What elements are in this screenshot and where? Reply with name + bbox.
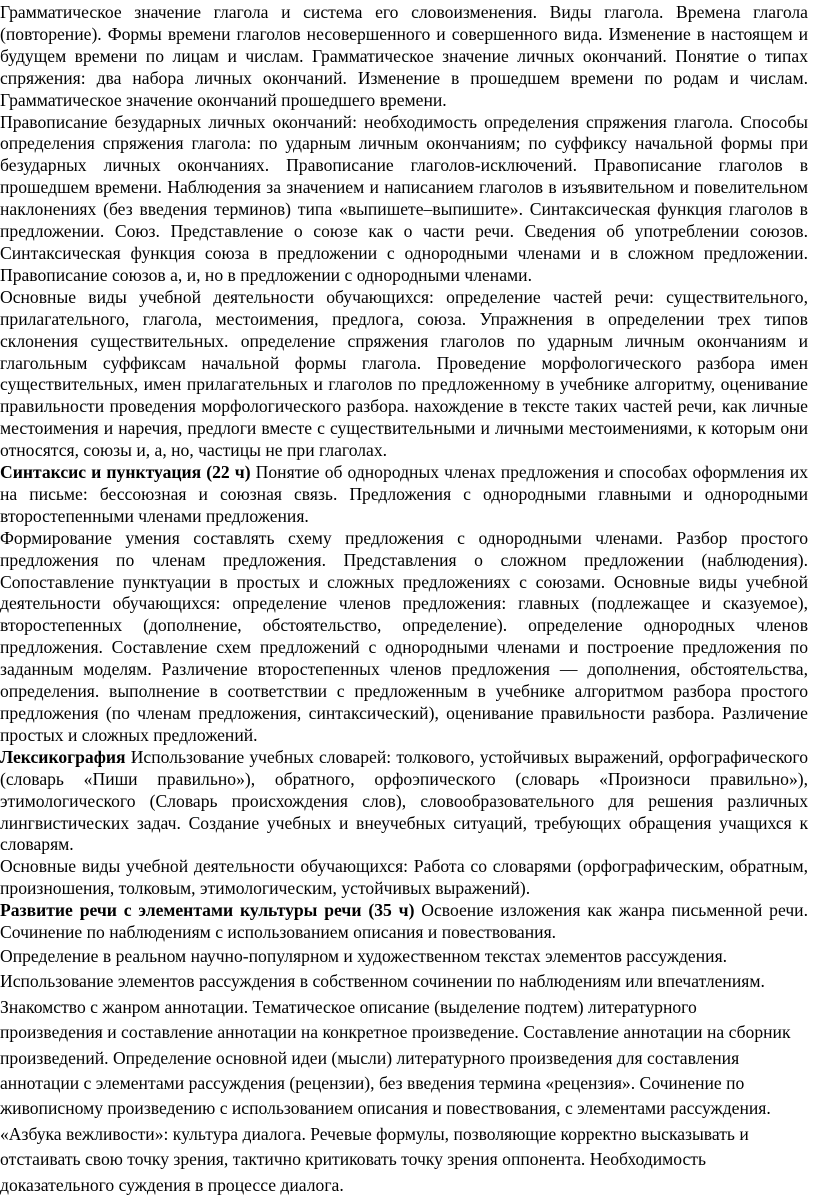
section-heading-syntax: Синтаксис и пунктуация (22 ч) [0, 462, 251, 483]
section-body-speech-development: Освоение изложения как жанра письменной речи. Сочинение по наблюдениям с использованием описания и повествования. [0, 900, 808, 943]
paragraph-verb-grammar: Грамматическое значение глагола и система его словоизменения. Виды глагола. Времена глагола (повторение). Формы времени глаголов несовершенного и совершенного вида. Изменение в настоящем и будущем времени по лицам и числам. Грамматическое значение личных окончаний. Понятие о типах спряжения: два набора личных окончаний. Изменение в прошедшем времени по родам и числам. Грамматическое значение окончаний прошедшего времени. [0, 2, 808, 110]
section-body-syntax: Понятие об однородных членах предложения и способах оформления их на письме: бессоюзная и союзная связь. Предложения с однородными главными и однородными второстепенными членами предложения. [0, 462, 808, 526]
document-page [0, 2, 808, 1198]
section-heading-lexicography: Лексикография [0, 746, 126, 767]
paragraph-syntax-skills: Формирование умения составлять схему предложения с однородными членами. Разбор простого предложения по членам предложения. Представления о сложном предложении (наблюдения). Сопоставление пунктуации в простых и сложных предложениях с союзами. Основные виды учебной деятельности обучающихся: определение членов предложения: главных (подлежащее и сказуемое), второстепенных (дополнение, обстоятельство, определение). определение однородных членов предложения. Составление схем предложений с однородными членами и построение предложения по заданным моделям. Различение второстепенных членов предложения — дополнения, обстоятельства, определения. выполнение в соответствии с предложенным в учебнике алгоритмом разбора простого предложения (по членам предложения, синтаксический), оценивание правильности разбора. Различение простых и сложных предложений. [0, 527, 808, 745]
paragraph-reasoning-annotation: Определение в реальном научно-популярном и художественном текстах элементов рассуждения. Использование элементов рассуждения в собственном сочинении по наблюдениям или впечатлениям. Знакомство с жанром аннотации. Тематическое описание (выделение подтем) литературного произведения и составление аннотации на конкретное произведение. Составление аннотации на сборник произведений. Определение основной идеи (мысли) литературного произведения для составления аннотации с элементами рассуждения (рецензии), без введения термина «рецензия». Сочинение по живописному произведению с использованием описания и повествования, с элементами рассуждения. «Азбука вежливости»: культура диалога. Речевые формулы, позволяющие корректно высказывать и отстаивать свою точку зрения, тактично критиковать точку зрения оппонента. Необходимость доказательного суждения в процессе диалога. [0, 945, 791, 1195]
section-lexicography [0, 747, 808, 857]
section-body-lexicography: Использование учебных словарей: толкового, устойчивых выражений, орфографического (словарь «Пиши правильно»), обратного, орфоэпического (словарь «Произноси правильно»), этимологического (Словарь происхождения слов), словообразовательного для решения различных лингвистических задач. Создание учебных и внеучебных ситуаций, требующих обращения учащихся к словарям. [0, 746, 808, 855]
section-heading-speech-development: Развитие речи с элементами культуры речи (35 ч) [0, 900, 415, 921]
paragraph-learning-activities-dictionaries: Основные виды учебной деятельности обучающихся: Работа со словарями (орфографическим, обратным, произношения, толковым, этимологическим, устойчивых выражений). [0, 856, 808, 899]
paragraph-verb-spelling: Правописание безударных личных окончаний: необходимость определения спряжения глагола. Способы определения спряжения глагола: по ударным личным окончаниям; по суффиксу начальной формы при безударных личных окончаниях. Правописание глаголов-исключений. Правописание глаголов в прошедшем времени. Наблюдения за значением и написанием глаголов в изъявительном и повелительном наклонениях (без введения терминов) типа «выпишете–выпишите». Синтаксическая функция глаголов в предложении. Союз. Представление о союзе как о части речи. Сведения об употреблении союзов. Синтаксическая функция союза в предложении с однородными членами и в сложном предложении. Правописание союзов а, и, но в предложении с однородными членами. [0, 111, 808, 285]
paragraph-learning-activities-morphology: Основные виды учебной деятельности обучающихся: определение частей речи: существительного, прилагательного, глагола, местоимения, предлога, союза. Упражнения в определении трех типов склонения существительных. определение спряжения глаголов по ударным личным окончаниям и глагольным суффиксам начальной формы глагола. Проведение морфологического разбора имен существительных, имен прилагательных и глаголов по предложенному в учебнике алгоритму, оценивание правильности проведения морфологического разбора. нахождение в тексте таких частей речи, как личные местоимения и наречия, предлоги вместе с существительными и личными местоимениями, к которым они относятся, союзы и, а, но, частицы не при глаголах. [0, 286, 808, 461]
section-syntax-punctuation [0, 462, 808, 528]
section-speech-development [0, 900, 808, 944]
